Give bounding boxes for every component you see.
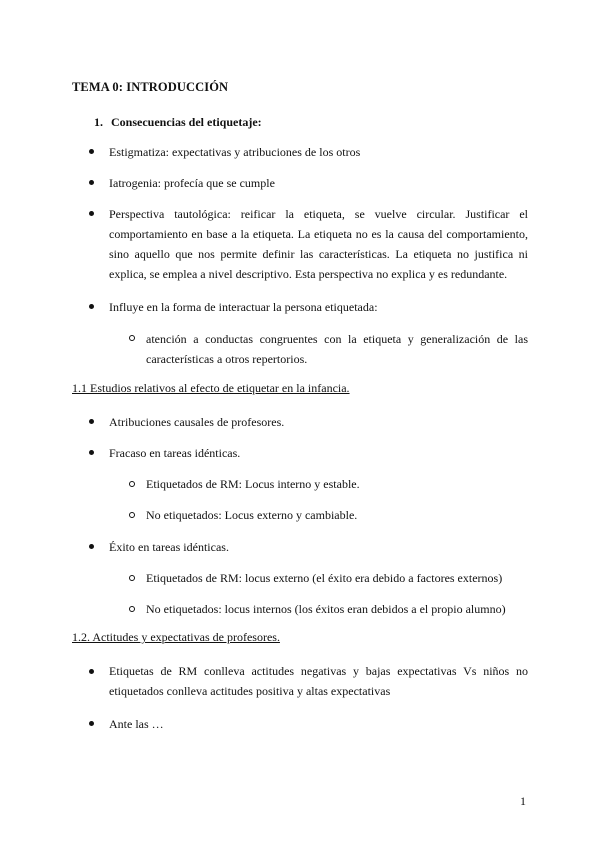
sub-item-atencion: atención a conductas congruentes con la etiqueta y generalización de las características a otros repertorios. xyxy=(146,332,528,366)
list-item-ante-las: Ante las … xyxy=(109,717,164,731)
bullet-icon xyxy=(88,449,96,457)
bullet-icon xyxy=(88,543,96,551)
sub-item-fracaso-no: No etiquetados: Locus externo y cambiable. xyxy=(146,508,358,522)
sub-bullet-icon xyxy=(129,335,137,343)
sub-bullet-icon xyxy=(129,575,137,583)
sub-bullet-icon xyxy=(129,606,137,614)
section-heading-1-2: 1.2. Actitudes y expectativas de profesores. xyxy=(72,630,280,644)
sub-item-exito-rm: Etiquetados de RM: locus externo (el éxito era debido a factores externos) xyxy=(146,571,503,585)
heading-label: Consecuencias del etiquetaje: xyxy=(111,115,262,129)
list-item-influye: Influye en la forma de interactuar la persona etiquetada: xyxy=(109,300,378,314)
sub-bullet-icon xyxy=(129,512,137,520)
bullet-icon xyxy=(88,668,96,676)
bullet-icon xyxy=(88,720,96,728)
bullet-icon xyxy=(88,179,96,187)
page-title: TEMA 0: INTRODUCCIÓN xyxy=(72,80,229,94)
list-item-fracaso: Fracaso en tareas idénticas. xyxy=(109,446,241,460)
heading-consecuencias xyxy=(94,115,262,130)
list-item-iatrogenia: Iatrogenia: profecía que se cumple xyxy=(109,176,275,190)
list-item-etiquetas-rm: Etiquetas de RM conlleva actitudes negativas y bajas expectativas Vs niños no etiquetados conlleva actitudes positiva y altas expectativas xyxy=(109,664,528,698)
bullet-icon xyxy=(88,210,96,218)
heading-number: 1. xyxy=(94,115,103,129)
page-number: 1 xyxy=(520,794,526,808)
bullet-icon xyxy=(88,148,96,156)
sub-item-exito-no: No etiquetados: locus internos (los éxitos eran debidos a el propio alumno) xyxy=(146,602,506,616)
sub-item-fracaso-rm: Etiquetados de RM: Locus interno y estable. xyxy=(146,477,360,491)
list-item-perspectiva: Perspectiva tautológica: reificar la etiqueta, se vuelve circular. Justificar el comportamiento en base a la etiqueta. La etiqueta no es la causa del comportamiento, sino aquello que nos permite definir las características. La etiqueta no justifica ni explica, se emplea a nivel descriptivo. Esta perspectiva no explica y es redundante. xyxy=(109,207,528,281)
list-item-atribuciones: Atribuciones causales de profesores. xyxy=(109,415,285,429)
bullet-icon xyxy=(88,303,96,311)
section-heading-1-1: 1.1 Estudios relativos al efecto de etiquetar en la infancia. xyxy=(72,381,350,395)
list-item-estigmatiza: Estigmatiza: expectativas y atribuciones de los otros xyxy=(109,145,361,159)
bullet-icon xyxy=(88,418,96,426)
list-item-exito: Éxito en tareas idénticas. xyxy=(109,540,229,554)
sub-bullet-icon xyxy=(129,481,137,489)
